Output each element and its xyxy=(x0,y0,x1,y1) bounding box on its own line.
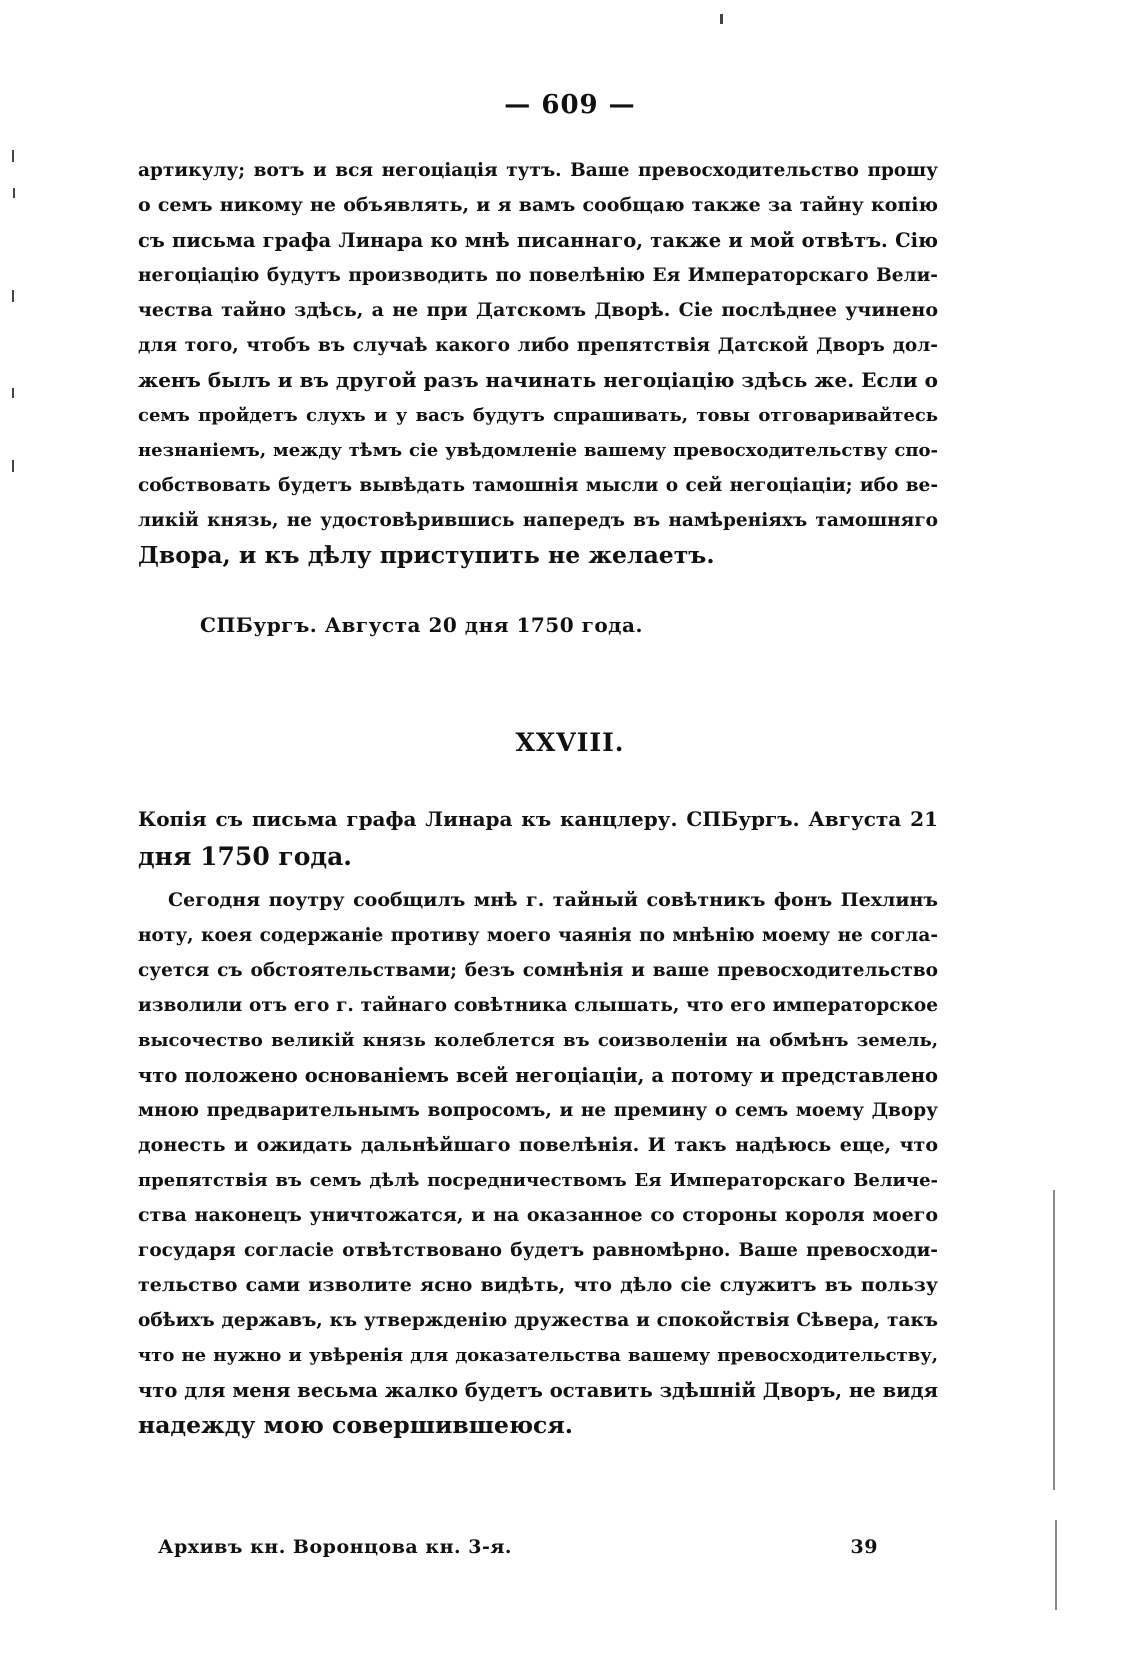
text-line: незнаніемъ, между тѣмъ сіе увѣдомленіе вашему превосходительству спо- xyxy=(138,440,938,461)
text-line: о семъ никому не объявлять, и я вамъ сообщаю также за тайну копію xyxy=(138,194,938,216)
text-line: высочество великій князь колеблется въ соизволеніи на обмѣнъ земель, xyxy=(138,1030,938,1051)
signature-mark: 39 xyxy=(850,1536,878,1558)
text-line: мною предварительнымъ вопросомъ, и не премину о семъ моему Двору xyxy=(138,1100,938,1121)
text-line: Двора, и къ дѣлу приступить не желаетъ. xyxy=(138,541,715,569)
scan-speck xyxy=(12,388,14,398)
text-line: негоціацію будутъ производить по повелѣнію Ея Императорскаго Вели- xyxy=(138,265,938,286)
text-line: донесть и ожидать дальнѣйшаго повелѣнія. И такъ надѣюсь еще, что xyxy=(138,1134,938,1156)
text-line: собствовать будетъ вывѣдать тамошнія мысли о сей негоціаціи; ибо ве- xyxy=(138,475,938,496)
text-line: женъ былъ и въ другой разъ начинать негоціацію здѣсь же. Если о xyxy=(138,368,938,392)
text-line: что не нужно и увѣренія для доказательства вашему превосходительству, xyxy=(138,1345,938,1366)
text-line: ства наконецъ уничтожатся, и на оказанное со стороны короля моего xyxy=(138,1204,938,1226)
text-line: съ письма графа Линара ко мнѣ писаннаго, также и мой отвѣтъ. Сію xyxy=(138,229,938,252)
section-numeral: XXVIII. xyxy=(515,728,625,757)
text-line: чества тайно здѣсь, а не при Датскомъ Дворѣ. Сіе послѣднее учинено xyxy=(138,299,938,321)
text-line: ноту, коея содержаніе противу моего чаянія по мнѣнію моему не согла- xyxy=(138,925,938,946)
scan-speck xyxy=(12,460,14,472)
text-line: суется съ обстоятельствами; безъ сомнѣнія и ваше превосходительство xyxy=(138,960,938,981)
source-note: Архивъ кн. Воронцова кн. 3-я. xyxy=(158,1536,512,1558)
text-line: артикулу; вотъ и вся негоціація тутъ. Ваше превосходительство прошу xyxy=(138,160,938,181)
heading-line: дня 1750 года. xyxy=(138,842,352,871)
section-heading xyxy=(138,800,938,876)
scan-speck xyxy=(12,290,14,302)
page-number: — 609 — xyxy=(504,90,636,120)
scan-speck xyxy=(12,150,14,162)
letter-body xyxy=(138,883,938,1443)
scan-speck xyxy=(13,188,15,198)
text-line: обѣихъ державъ, къ утвержденію дружества и спокойствія Сѣвера, такъ xyxy=(138,1310,938,1331)
letter-signoff: СПБургъ. Августа 20 дня 1750 года. xyxy=(200,613,643,637)
text-line: препятствія въ семъ дѣлѣ посредничествомъ Ея Императорскаго Величе- xyxy=(138,1170,938,1191)
text-line: что для меня весьма жалко будетъ оставить здѣшній Дворъ, не видя xyxy=(138,1379,938,1402)
text-line: Сегодня поутру сообщилъ мнѣ г. тайный совѣтникъ фонъ Пехлинъ xyxy=(168,889,938,911)
text-line: для того, чтобъ въ случаѣ какого либо препятствія Датской Дворъ дол- xyxy=(138,335,938,356)
scan-speck xyxy=(1053,1190,1055,1490)
paragraph-continued xyxy=(138,153,938,573)
text-line: что положено основаніемъ всей негоціаціи, а потому и представлено xyxy=(138,1064,938,1087)
text-line: ликій князь, не удостовѣрившись напередъ въ намѣреніяхъ тамошняго xyxy=(138,510,938,531)
scan-speck xyxy=(720,14,723,24)
scan-speck xyxy=(1055,1520,1057,1610)
text-line: государя согласіе отвѣтствовано будетъ равномѣрно. Ваше превосходи- xyxy=(138,1240,938,1261)
text-line: семъ пройдетъ слухъ и у васъ будутъ спрашивать, товы отговаривайтесь xyxy=(138,405,938,426)
heading-line: Копія съ письма графа Линара къ канцлеру. СПБургъ. Августа 21 xyxy=(138,807,938,831)
text-line: изволили отъ его г. тайнаго совѣтника слышать, что его императорское xyxy=(138,995,938,1016)
text-line: тельство сами изволите ясно видѣть, что дѣло сіе служитъ въ пользу xyxy=(138,1274,938,1296)
text-line: надежду мою совершившеюся. xyxy=(138,1411,573,1439)
